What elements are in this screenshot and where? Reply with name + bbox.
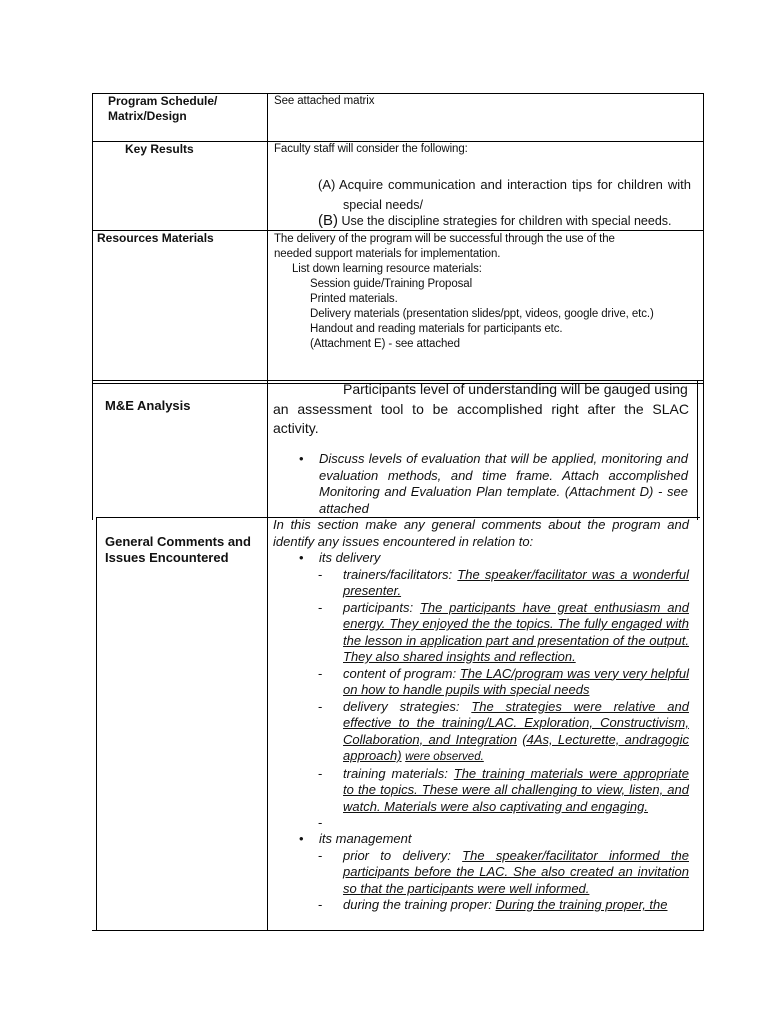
me-analysis-label: M&E Analysis: [105, 398, 191, 413]
general-comments-content: [273, 517, 689, 914]
me-para-line1: Participants level of understanding will be gauged using: [343, 381, 688, 397]
table-column-divider: [267, 93, 268, 931]
item-lead: participants:: [343, 599, 414, 615]
delivery-heading: [299, 550, 689, 567]
me-analysis-paragraph: [273, 380, 689, 439]
delivery-item-participants: [318, 599, 689, 666]
delivery-item-strategies: [318, 698, 689, 766]
item-b-text: Use the discipline strategies for children with special needs.: [341, 214, 672, 228]
schedule-value: See attached matrix: [274, 95, 375, 107]
item-lead: content of program:: [343, 665, 457, 681]
item-a-marker: (A): [318, 177, 336, 192]
item-lead: trainers/facilitators:: [343, 566, 453, 582]
dash-marker: -: [318, 847, 323, 863]
item-tail: (4As, Lecturette, andragogic approach): [343, 731, 689, 763]
general-comments-label: [105, 534, 251, 566]
item-a-line2: special needs/: [343, 198, 423, 212]
resources-content: [274, 232, 704, 352]
table-border-left-lower: [96, 517, 97, 931]
me-para-line3: activity.: [273, 420, 319, 436]
item-a-line1: Acquire communication and interaction tips for children with: [338, 177, 691, 192]
item-b-marker: (B): [318, 212, 338, 229]
item-lead: training materials:: [343, 765, 448, 781]
key-results-intro: Faculty staff will consider the following:: [274, 143, 468, 155]
dash-marker: -: [318, 897, 323, 912]
resources-item: (Attachment E) - see attached: [310, 338, 460, 350]
resources-item: Session guide/Training Proposal: [310, 278, 473, 290]
item-tail2: were observed.: [405, 751, 484, 763]
management-item-during: [318, 897, 689, 914]
item-text: The training materials were appropriate to the topics. These were all challenging to view, listen, and watch. Materials were also captivating and engaging.: [343, 765, 689, 814]
me-bullet-text: Discuss levels of evaluation that will be applied, monitoring and evaluation methods, and time frame. Attach accomplished Monitoring and Evaluation Plan template. (Attachment D) - see attached: [319, 451, 688, 516]
item-text: The strategies were relative and effective to the training/LAC. Exploration, Constructivism, Collaboration, and Integration: [343, 698, 689, 747]
key-results-item-a: [318, 175, 698, 215]
gc-intro: In this section make any general comments about the program and identify any issues encountered in relation to:: [273, 517, 689, 549]
item-text: The participants have great enthusiasm and energy. They enjoyed the the topics. The fully engaged with the lesson in application part and presentation of the output. They also shared insights and reflection.: [343, 599, 689, 664]
resources-line1: The delivery of the program will be successful through the use of the: [274, 233, 615, 245]
dash-marker: -: [318, 815, 323, 830]
key-results-label: Key Results: [125, 142, 194, 156]
dash-marker: -: [318, 566, 323, 582]
table-border-bottom: [92, 930, 704, 931]
item-text: The speaker/facilitator was a wonderful presenter.: [343, 566, 689, 598]
gc-label-line1: General Comments and: [105, 534, 251, 549]
schedule-label: [108, 94, 258, 124]
item-lead: during the training proper:: [343, 897, 492, 912]
gc-label-line2: Issues Encountered: [105, 550, 229, 565]
resources-item: Printed materials.: [310, 293, 398, 305]
item-text: During the training proper, the: [495, 897, 668, 912]
delivery-item-empty: [318, 815, 689, 831]
management-items: [318, 847, 689, 914]
resources-label: Resources Materials: [97, 231, 214, 245]
bullet-dot: •: [299, 451, 304, 466]
me-para-line2: an assessment tool to be accomplished right after the SLAC: [273, 400, 689, 417]
resources-line2: needed support materials for implementation.: [274, 248, 501, 260]
resources-item: Handout and reading materials for participants etc.: [310, 323, 563, 335]
schedule-label-line1: Program Schedule/: [108, 94, 218, 108]
item-text: The LAC/program was very very helpful on how to handle pupils with special needs: [343, 665, 689, 697]
table-border-left-me: [92, 383, 93, 520]
delivery-item-content: [318, 665, 689, 699]
dash-marker: -: [318, 698, 323, 714]
dash-marker: -: [318, 599, 323, 615]
item-lead: delivery strategies:: [343, 698, 460, 714]
resources-item: Delivery materials (presentation slides/ppt, videos, google drive, etc.): [310, 308, 654, 320]
table-inner-right-me: [697, 380, 698, 520]
bullet-dot: •: [299, 550, 304, 565]
item-lead: prior to delivery:: [343, 847, 451, 863]
dash-marker: -: [318, 765, 323, 781]
schedule-label-line2: Matrix/Design: [108, 109, 187, 123]
dash-marker: -: [318, 665, 323, 681]
delivery-heading-text: its delivery: [319, 550, 381, 565]
program-table: [92, 93, 704, 931]
resources-line3: List down learning resource materials:: [292, 263, 482, 275]
table-border-right: [703, 93, 704, 931]
management-heading: [299, 831, 689, 848]
table-border-left-upper: [92, 93, 93, 383]
delivery-item-materials: [318, 765, 689, 816]
me-analysis-bullet: [299, 451, 688, 517]
bullet-dot: •: [299, 831, 304, 846]
delivery-item-trainers: [318, 566, 689, 600]
management-item-prior: [318, 847, 689, 898]
delivery-items: [318, 566, 689, 832]
management-heading-text: its management: [319, 831, 412, 846]
key-results-item-b: [318, 213, 703, 229]
item-text: The speaker/facilitator informed the participants before the LAC. She also created an invitation so that the participants were well informed.: [343, 847, 689, 896]
